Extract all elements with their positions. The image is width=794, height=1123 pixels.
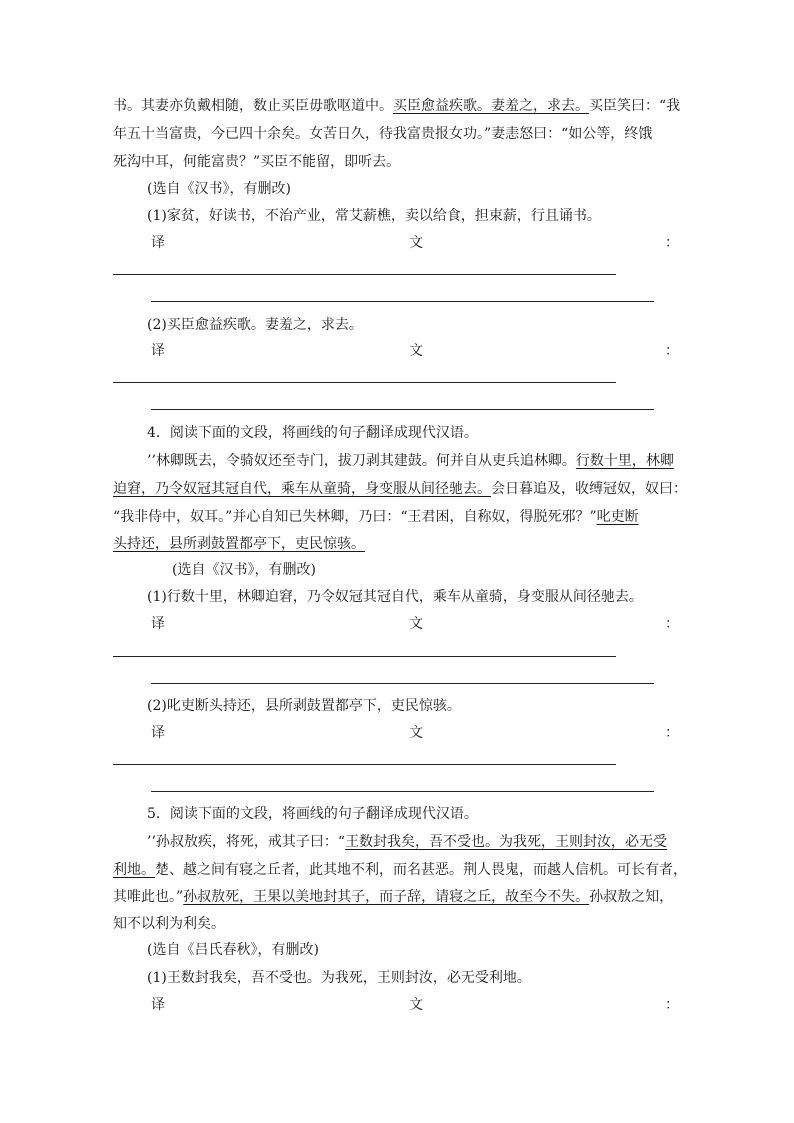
- question-4-2: (2)叱吏断头持还，县所剥鼓置都亭下，吏民惊骇。: [147, 698, 461, 714]
- passage-text: ’’孙叔敖疾，将死，戒其子曰：“: [147, 834, 346, 850]
- underlined-sentence: 买臣愈益疾歌。妻羞之，求去。: [393, 98, 589, 114]
- answer-line[interactable]: [151, 409, 654, 410]
- translate-label-wen: 文: [409, 616, 423, 632]
- answer-line[interactable]: [151, 301, 654, 302]
- answer-line[interactable]: [151, 791, 654, 792]
- underlined-sentence: 利地。: [113, 862, 155, 878]
- answer-line[interactable]: [113, 656, 616, 657]
- passage4-line-4: [113, 534, 365, 554]
- translate-label-wen: 文: [409, 235, 423, 251]
- underlined-sentence: 孙叔敖死，王果以美地封其子，而子辞，请寝之丘，故至今不失。: [183, 889, 590, 905]
- translate-label-yi: 译: [151, 343, 165, 359]
- passage4-line-3: [113, 507, 639, 527]
- passage4-line-1: [147, 451, 674, 471]
- answer-line[interactable]: [151, 683, 654, 684]
- passage-text: “我非侍中，奴耳。”并心自知已失林卿，乃曰：“王君困，自称奴，得脱死邪？”: [113, 509, 597, 525]
- underlined-sentence: 头持还，县所剥鼓置都亭下，吏民惊骇。: [113, 536, 365, 552]
- passage3-line-2: 年五十当富贵，今已四十余矣。女苦日久，待我富贵报女功。”妻恚怒曰：“如公等，终饿: [113, 126, 653, 142]
- passage3-line-1: [113, 96, 680, 116]
- question-3-2: (2)买臣愈益疾歌。妻羞之，求去。: [147, 317, 363, 333]
- translate-label-yi: 译: [151, 235, 165, 251]
- question-4-heading: 4．阅读下面的文段，将画线的句子翻译成现代汉语。: [147, 425, 478, 441]
- question-4-1: (1)行数十里，林卿迫窘，乃令奴冠其冠自代，乘车从童骑，身变服从间径驰去。: [147, 589, 643, 605]
- passage4-line-2: [113, 479, 687, 499]
- translate-label-colon: ：: [665, 616, 679, 632]
- question-3-1: (1)家贫，好读书，不治产业，常艾薪樵，卖以给食，担束薪，行且诵书。: [147, 208, 601, 224]
- passage-text: 其唯此也。”: [113, 889, 184, 905]
- passage-text: 孙叔敖之知，: [589, 889, 674, 905]
- passage3-line-3: 死沟中耳，何能富贵？”买臣不能留，即听去。: [113, 154, 401, 170]
- underlined-sentence: 叱吏断: [596, 509, 639, 525]
- passage5-line-1: [147, 832, 667, 852]
- translate-label-colon: ：: [665, 725, 679, 741]
- answer-line[interactable]: [113, 382, 616, 383]
- underlined-sentence: 王数封我矣，吾不受也。为我死，王则封汝，必无受: [345, 834, 668, 850]
- translate-label-yi: 译: [151, 725, 165, 741]
- passage5-line-3: [113, 887, 673, 907]
- underlined-sentence: 迫窘，乃令奴冠其冠自代，乘车从童骑，身变服从间径驰去。: [113, 481, 491, 497]
- source-citation: (选自《汉书》，有删改): [147, 181, 291, 197]
- question-5-1: (1)王数封我矣，吾不受也。为我死，王则封汝，必无受利地。: [147, 970, 531, 986]
- translate-label-wen: 文: [409, 343, 423, 359]
- answer-line[interactable]: [113, 764, 616, 765]
- translate-label-colon: ：: [665, 235, 679, 251]
- translate-label-colon: ：: [665, 997, 679, 1013]
- translate-label-colon: ：: [665, 343, 679, 359]
- answer-line[interactable]: [113, 274, 616, 275]
- passage5-line-2: [113, 860, 687, 880]
- translate-label-wen: 文: [409, 725, 423, 741]
- underlined-sentence: 行数十里，林卿: [575, 453, 674, 469]
- source-citation: (选自《吕氏春秋》，有删改): [147, 942, 319, 958]
- passage-text: 书。其妻亦负戴相随，数止买臣毋歌呕道中。: [113, 98, 393, 114]
- passage-text: ’’林卿既去，令骑奴还至寺门，拔刀剥其建鼓。何并自从吏兵追林卿。: [147, 453, 576, 469]
- question-5-heading: 5．阅读下面的文段，将画线的句子翻译成现代汉语。: [147, 806, 478, 822]
- passage-text: 楚、越之间有寝之丘者，此其地不利，而名甚恶。荆人畏鬼，而越人信机。可长有者，: [155, 862, 687, 878]
- passage-text: 买臣笑曰：“我: [589, 98, 681, 114]
- translate-label-yi: 译: [151, 997, 165, 1013]
- passage5-line-4: 知不以利为利矣。: [113, 916, 225, 932]
- source-citation: (选自《汉书》，有删改): [172, 562, 316, 578]
- passage-text: 会日暮追及，收缚冠奴，奴曰：: [491, 481, 687, 497]
- translate-label-wen: 文: [409, 997, 423, 1013]
- translate-label-yi: 译: [151, 616, 165, 632]
